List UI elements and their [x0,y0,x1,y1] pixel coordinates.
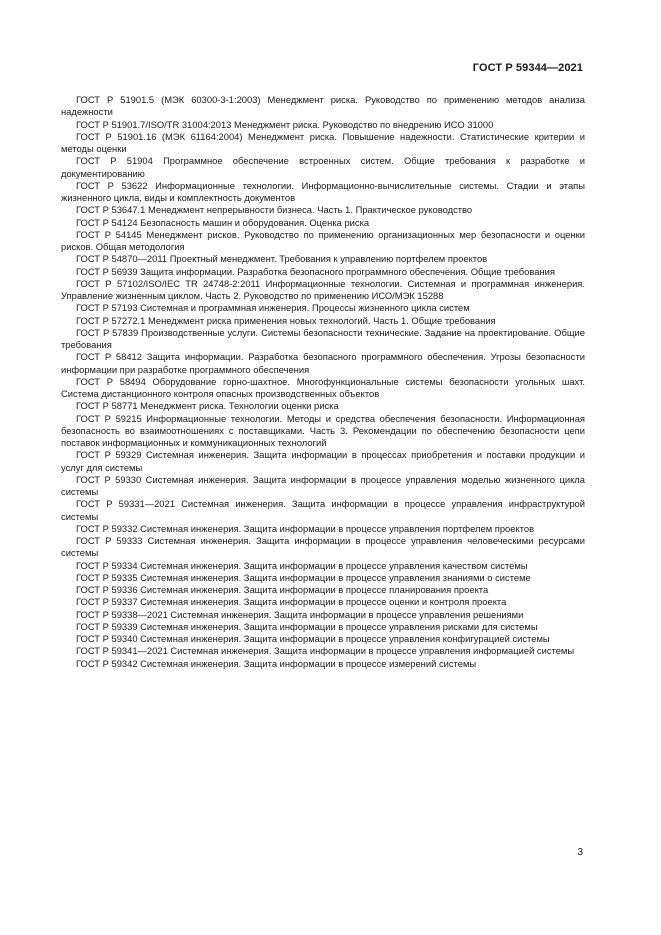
reference-item: ГОСТ Р 59338—2021 Системная инженерия. Защита информации в процессе управления решениями [76,608,524,620]
reference-item: ГОСТ Р 59335 Системная инженерия. Защита информации в процессе управления знаниями о системе [76,571,531,583]
reference-item: ГОСТ Р 51901.16 (МЭК 61164:2004) Менеджмент риска. Повышение надежности. Статистические критерии и методы оценки [61,130,585,154]
reference-item: ГОСТ Р 59333 Системная инженерия. Защита информации в процессе управления человеческими ресурсами системы [61,535,585,559]
reference-item: ГОСТ Р 59331—2021 Системная инженерия. Защита информации в процессе управления инфраструктурой системы [61,498,585,522]
reference-item: ГОСТ Р 51901.5 (МЭК 60300-3-1:2003) Менеджмент риска. Руководство по применению методов анализа надежности [61,94,585,118]
reference-item: ГОСТ Р 56939 Защита информации. Разработка безопасного программного обеспечения. Общие требования [76,265,555,277]
reference-item: ГОСТ Р 58494 Оборудование горно-шахтное. Многофункциональные системы безопасности угольных шахт. Система дистанционного контроля опасных производственных объектов [61,375,585,399]
reference-list [61,94,585,670]
reference-item: ГОСТ Р 59341—2021 Системная инженерия. Защита информации в процессе управления информацией системы [76,645,575,657]
reference-item: ГОСТ Р 58771 Менеджмент риска. Технологии оценки риска [76,400,339,412]
reference-item: ГОСТ Р 59337 Системная инженерия. Защита информации в процессе оценки и контроля проекта [76,596,507,608]
reference-item: ГОСТ Р 59342 Системная инженерия. Защита информации в процессе измерений системы [76,657,477,669]
reference-item: ГОСТ Р 59329 Системная инженерия. Защита информации в процессах приобретения и поставки продукции и услуг для системы [61,449,585,473]
reference-item: ГОСТ Р 54145 Менеджмент рисков. Руководство по применению организационных мер безопасности и оценки рисков. Общая методология [61,228,585,252]
reference-item: ГОСТ Р 58412 Защита информации. Разработка безопасного программного обеспечения. Угрозы безопасности информации при разработке программного обеспечения [61,351,585,375]
reference-item: ГОСТ Р 53647.1 Менеджмент непрерывности бизнеса. Часть 1. Практическое руководство [76,204,473,216]
reference-item: ГОСТ Р 59340 Системная инженерия. Защита информации в процессе управления конфигурацией системы [76,633,550,644]
reference-item: ГОСТ Р 57102/ISO/IEC TR 24748-2:2011 Информационные технологии. Системная и программная инженерия. Управление жизненным циклом. Часть 2. Руководство по применению ИСО/МЭК 15288 [61,277,585,301]
page-header: ГОСТ Р 59344—2021 [472,62,583,74]
page-number: 3 [577,847,583,858]
reference-item: ГОСТ Р 59330 Системная инженерия. Защита информации в процессе управления моделью жизненного цикла системы [61,473,585,497]
reference-item: ГОСТ Р 57193 Системная и программная инженерия. Процессы жизненного цикла систем [76,302,470,314]
reference-item: ГОСТ Р 54124 Безопасность машин и оборудования. Оценка риска [76,216,370,228]
reference-item: ГОСТ Р 51904 Программное обеспечение встроенных систем. Общие требования к разработке и документированию [61,155,585,179]
reference-item: ГОСТ Р 59332 Системная инженерия. Защита информации в процессе управления портфелем проектов [76,522,535,534]
reference-item: ГОСТ Р 57272.1 Менеджмент риска применения новых технологий. Часть 1. Общие требования [76,314,496,326]
reference-item: ГОСТ Р 53622 Информационные технологии. Информационно-вычислительные системы. Стадии и этапы жизненного цикла, виды и комплектность документов [61,179,585,203]
reference-item: ГОСТ Р 57839 Производственные услуги. Системы безопасности технические. Задание на проектирование. Общие требования [61,326,585,350]
reference-item: ГОСТ Р 59336 Системная инженерия. Защита информации в процессе планирования проекта [76,584,489,595]
reference-item: ГОСТ Р 54870—2011 Проектный менеджмент. Требования к управлению портфелем проектов [76,253,488,265]
reference-item: ГОСТ Р 59334 Системная инженерия. Защита информации в процессе управления качеством системы [76,559,528,571]
reference-item: ГОСТ Р 59339 Системная инженерия. Защита информации в процессе управления рисками для системы [76,620,538,632]
reference-item: ГОСТ Р 51901.7/ISO/TR 31004:2013 Менеджмент риска. Руководство по внедрению ИСО 31000 [76,118,494,130]
reference-item: ГОСТ Р 59215 Информационные технологии. Методы и средства обеспечения безопасности. Информационная безопасность во взаимоотношениях с поставщиками. Часть 3. Рекомендации по обеспечению безопасности цепи поставок информационных и коммуникационных технологий [61,412,585,448]
